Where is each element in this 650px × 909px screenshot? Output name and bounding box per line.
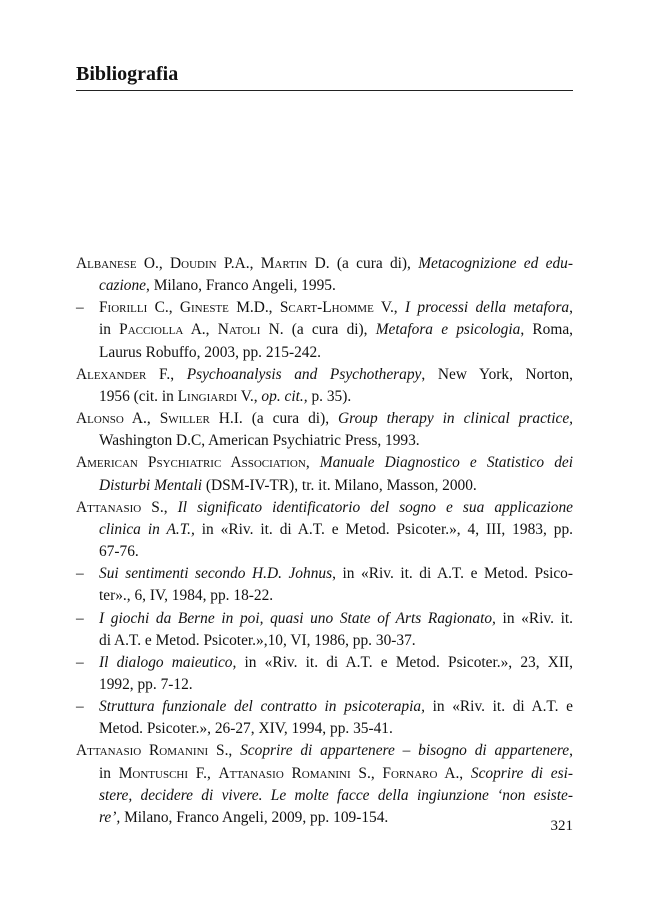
entry-text: in «Riv. it. di A.T. e Metod. Psicoter.», 23, XII, [236,653,573,671]
entry-line [76,364,573,386]
entry-title: stere, decidere di vivere. Le molte facce della ingiunzione ‘non esiste- [99,786,573,804]
entry-title: Struttura funzionale del contratto in psicoterapia, [99,698,425,716]
author-name: Martin [260,255,308,272]
entry-text: , in «Riv. it. di A.T. e Metod. Psico- [332,565,574,583]
entry-line [76,718,573,740]
entry-text: in [99,764,119,782]
entry-text: N. (a cura di), [260,321,376,339]
bibliography-entry [76,452,573,496]
entry-title: Psychoanalysis and Psychotherapy [186,365,422,383]
entry-text: 1992, pp. 7-12. [99,675,193,693]
entry-title: op. cit., [261,387,308,405]
entry-title: Disturbi Mentali [99,476,203,494]
bibliography-entry [76,696,573,740]
entry-text: , [569,299,573,317]
author-name: Albanese [76,255,137,272]
entry-text: V., [237,387,262,405]
entry-title: Scoprire di esi- [470,764,574,782]
bibliography-entry [76,297,573,363]
entry-text: O., [136,255,171,272]
page-header [76,62,573,91]
bibliography-entry [76,408,573,452]
author-name: Doudin [170,255,217,272]
entry-title: I giochi da Berne in poi, quasi uno State of Arts Ragionato, [99,609,496,627]
entry-text: H.I. (a cura di), [209,410,339,428]
author-name: Natoli [217,321,261,339]
author-name: Attanasio [76,498,142,516]
entry-title: clinica in A.T., [99,520,195,538]
dash-marker: – [76,653,84,671]
entry-text: C., [147,299,180,317]
entry-text: in [99,321,120,339]
bibliography-entry [76,740,573,829]
dash-marker: – [76,565,84,583]
author-name: Pacciolla [119,321,184,339]
entry-line [76,408,573,430]
entry-line [76,497,573,519]
entry-line [76,740,573,762]
entry-text: A., [183,321,218,339]
author-name: Attanasio Romanini [76,742,209,760]
entry-line [76,763,573,785]
entry-text: , [569,742,573,760]
entry-title: Group therapy in clinical practice, [338,410,573,428]
entry-text: in «Riv. it. [495,609,573,627]
entry-text: M.D., [228,299,280,317]
entry-title: Manuale Diagnostico e Statistico dei [319,454,573,472]
entry-text: , Milano, Franco Angeli, 1995. [146,277,336,295]
entry-text: 67-76. [99,543,139,561]
entry-title: Metacognizione ed edu- [418,255,573,272]
author-name: Gineste [179,299,229,317]
entry-text: in «Riv. it. di A.T. e [424,698,574,716]
entry-line [76,585,573,607]
entry-text: V., [373,299,405,317]
entry-line [76,519,573,541]
entry-title: re’, [99,808,121,826]
entry-line [76,674,573,696]
entry-title: Il dialogo maieutico, [99,653,237,671]
entry-text: (DSM-IV-TR), tr. it. Milano, Masson, 2000. [202,476,477,494]
entry-line [76,452,573,474]
entry-text: di A.T. e Metod. Psicoter.»,10, VI, 1986, pp. 30-37. [99,631,416,649]
entry-title: Metafora e psicologia [375,321,521,339]
author-name: American Psychiatric Association [76,454,306,472]
entry-line [76,253,573,275]
entry-text: F., [188,764,219,782]
entry-text: P.A., [216,255,261,272]
entry-text: A., [437,764,471,782]
entry-text: S., [141,498,178,516]
entry-text: Laurus Robuffo, 2003, pp. 215-242. [99,343,322,361]
bibliography-entry [76,563,573,607]
entry-line [76,430,573,452]
entry-title: cazione [99,277,147,295]
entry-title: I processi della metafora [404,299,570,317]
entry-line [76,319,573,341]
author-name: Fornaro [382,764,438,782]
entry-text: , [305,454,320,472]
entry-text: Milano, Franco Angeli, 2009, pp. 109-154. [120,808,389,826]
entry-text: in «Riv. it. di A.T. e Metod. Psicoter.», 4, III, 1983, pp. [194,520,573,538]
page-title: Bibliografia [76,63,179,85]
entry-text: A., [123,410,160,428]
author-name: Alonso [76,410,124,428]
entry-line [76,475,573,497]
bibliography-entry [76,364,573,408]
dash-marker: – [76,698,84,716]
entry-line [76,652,573,674]
entry-line [76,630,573,652]
entry-line [76,807,573,829]
author-name: Scart-Lhomme [279,299,374,317]
entry-line [76,275,573,297]
entry-text: D. (a cura di), [307,255,419,272]
author-name: Montuschi [118,764,189,782]
entry-text: ter»., 6, IV, 1984, pp. 18-22. [99,587,274,605]
bibliography-entry [76,497,573,563]
bibliography-list [76,253,573,829]
entry-text: Washington D.C, American Psychiatric Press, 1993. [99,432,420,450]
dash-marker: – [76,299,84,317]
author-name: Attanasio Romanini [218,764,351,782]
entry-title: Il significato identificatorio del sogno e sua applicazione [177,498,573,516]
author-name: Fiorilli [99,299,148,317]
entry-line [76,696,573,718]
entry-text: , Roma, [520,321,573,339]
entry-title: Sui sentimenti secondo H.D. Johnus [99,565,333,583]
bibliography-entry [76,608,573,652]
author-name: Lingiardi [177,387,238,405]
entry-line [76,297,573,319]
entry-line [76,386,573,408]
entry-text: p. 35). [307,387,352,405]
entry-text: S., [208,742,241,760]
entry-line [76,541,573,563]
entry-line [76,563,573,585]
entry-text: F., [146,365,187,383]
entry-line [76,785,573,807]
bibliography-entry [76,652,573,696]
bibliography-entry [76,253,573,297]
entry-title: Scoprire di appartenere – bisogno di appartenere [240,742,570,760]
header-rule [76,90,573,91]
entry-text: Metod. Psicoter.», 26-27, XIV, 1994, pp. 35-41. [99,720,393,738]
entry-text: , New York, Norton, [421,365,574,383]
author-name: Alexander [76,365,147,383]
entry-text: S., [350,764,383,782]
entry-line [76,342,573,364]
entry-line [76,608,573,630]
entry-text: 1956 (cit. in [99,387,178,405]
author-name: Swiller [159,410,210,428]
page-number: 321 [550,818,573,834]
dash-marker: – [76,609,84,627]
